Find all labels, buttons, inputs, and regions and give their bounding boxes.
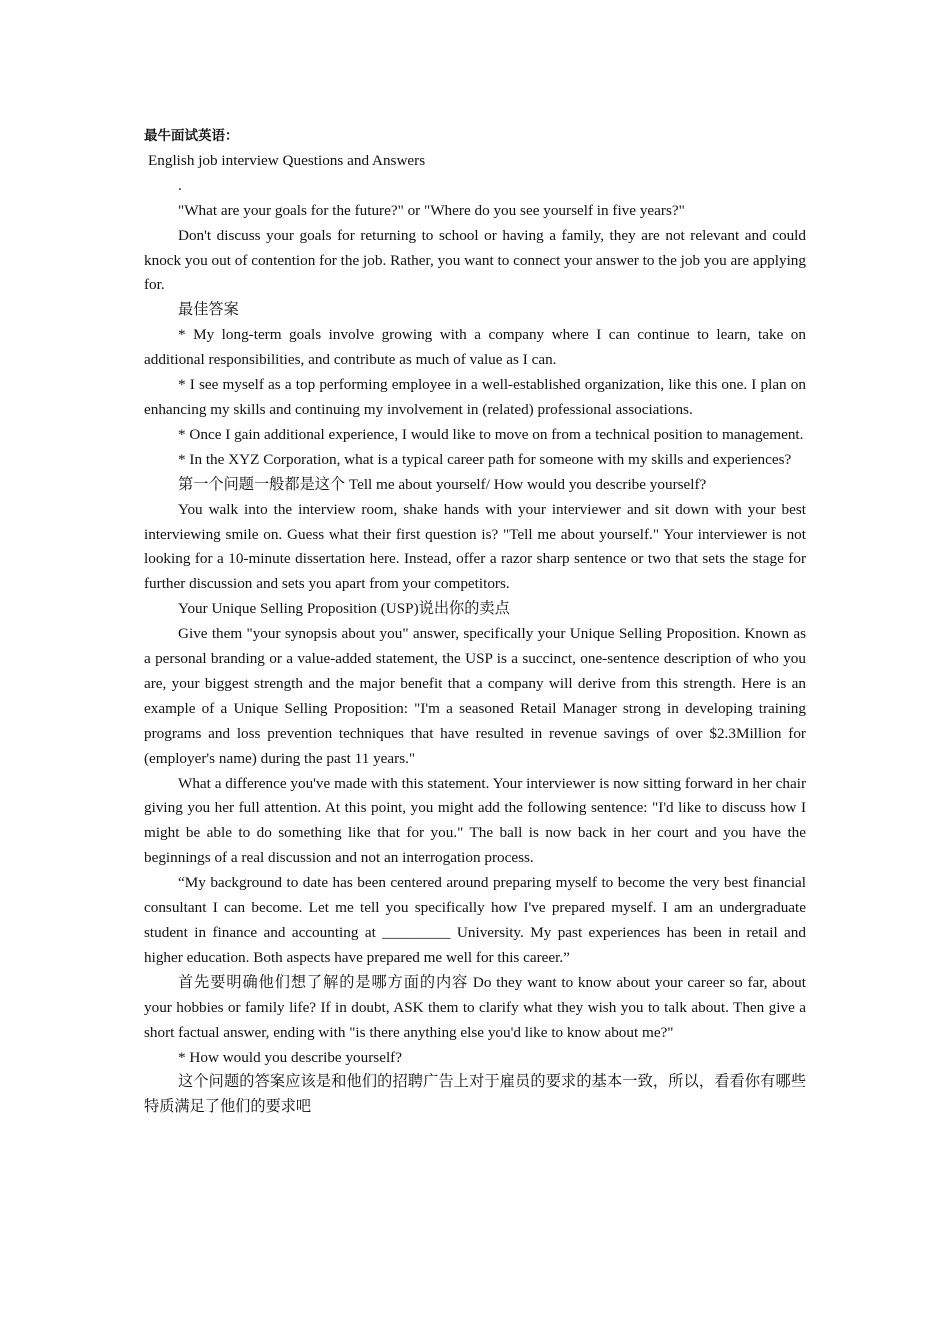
paragraph: 最佳答案 (178, 301, 239, 319)
paragraph: 第一个问题一般都是这个 Tell me about yourself/ How would you describe yourself? (178, 475, 707, 493)
paragraph: * Once I gain additional experience, I would like to move on from a technical position to management. (178, 425, 804, 443)
paragraph: * My long-term goals involve growing with a company where I can continue to learn, take on additional responsibilities, and contribute as much of value as I can. (144, 326, 806, 369)
paragraph: "What are your goals for the future?" or "Where do you see yourself in five years?" (178, 201, 685, 219)
paragraph: Give them "your synopsis about you" answer, specifically your Unique Selling Proposition. Known as a personal branding or a value-added statement, the USP is a succinct, one-sentence description of who you are, your biggest strength and the major benefit that a company will derive from this strength. Here is an example of a Unique Selling Proposition: "I'm a seasoned Retail Manager strong in developing training programs and loss prevention techniques that have resulted in revenue savings of over $2.3Million for (employer's name) during the past 11 years." (144, 625, 806, 767)
paragraph: Don't discuss your goals for returning to school or having a family, they are not relevant and could knock you out of contention for the job. Rather, you want to connect your answer to the job you are applying for. (144, 226, 806, 294)
paragraph: . (178, 176, 182, 194)
document-subtitle: English job interview Questions and Answers (148, 151, 426, 169)
paragraph: * In the XYZ Corporation, what is a typical career path for someone with my skills and experiences? (178, 450, 792, 468)
paragraph: Your Unique Selling Proposition (USP)说出你的卖点 (178, 600, 510, 618)
paragraph: You walk into the interview room, shake hands with your interviewer and sit down with your best interviewing smile on. Guess what their first question is? "Tell me about yourself." Your interviewer is not looking for a 10-minute dissertation here. Instead, offer a razor sharp sentence or two that sets the stage for further discussion and sets you apart from your competitors. (144, 500, 806, 593)
document-page (144, 124, 806, 1120)
paragraph: 首先要明确他们想了解的是哪方面的内容 Do they want to know about your career so far, about your hobbies or family life? If in doubt, ASK them to clarify what they wish you to talk about. Then give a short factual answer, ending with "is there anything else you'd like to know about me?" (144, 973, 806, 1041)
paragraph: * I see myself as a top performing employee in a well-established organization, like this one. I plan on enhancing my skills and continuing my involvement in (related) professional associations. (144, 376, 806, 418)
paragraph: What a difference you've made with this statement. Your interviewer is now sitting forward in her chair giving you her full attention. At this point, you might add the following sentence: "I'd like to discuss how I might be able to do something like that for you." The ball is now back in her court and you have the beginnings of a real discussion and not an interrogation process. (144, 774, 806, 867)
paragraph: 这个问题的答案应该是和他们的招聘广告上对于雇员的要求的基本一致，所以，看看你有哪些特质满足了他们的要求吧 (144, 1073, 806, 1116)
paragraph: * How would you describe yourself? (178, 1048, 402, 1066)
paragraph: “My background to date has been centered around preparing myself to become the very best financial consultant I can become. Let me tell you specifically how I've prepared myself. I am an undergraduate student in finance and accounting at _________ University. My past experiences has been in retail and higher education. Both aspects have prepared me well for this career.” (144, 874, 806, 966)
document-title: 最牛面试英语： (144, 128, 239, 144)
